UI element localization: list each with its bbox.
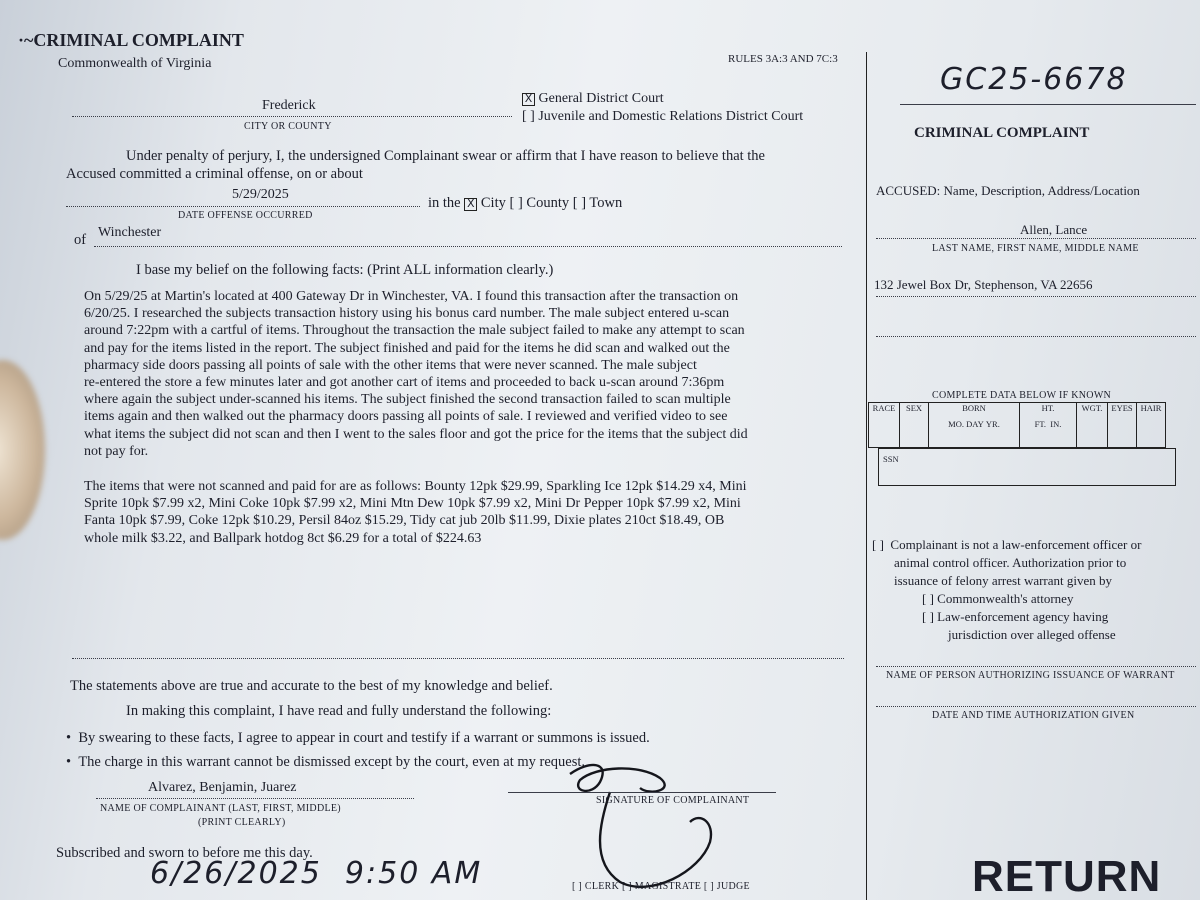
auth-date-label: DATE AND TIME AUTHORIZATION GIVEN [932, 710, 1135, 721]
form-title: ·~CRIMINAL COMPLAINT [18, 30, 244, 50]
signature-label: SIGNATURE OF COMPLAINANT [596, 795, 750, 806]
of-label: of [74, 232, 87, 248]
case-number-line [900, 104, 1196, 105]
rules-label: RULES 3A:3 AND 7C:3 [728, 53, 838, 65]
facts-narrative: On 5/29/25 at Martin's located at 400 Gateway Dr in Winchester, VA. I found this transaction after the transaction on 6/20/25. I researched the subjects transaction history using his bonus card number. The male subject entered u-scan around 7:22pm with a cartful of items. Throughout the transaction the male subject failed to make any attempt to scan and pay for the items listed in the report. The subject finished and paid for the items he did scan and walked out the pharmacy side doors passing all points of sale with the other items that were never scanned. The male subject re-entered the store a few minutes later and got another cart of items and proceeded to back u-scan around 7:36pm where again the subject under-scanned his items. The subject finished the second transaction failed to scan multiple items again and then walked out the pharmacy doors passing all points of sale. I reviewed and verified video to see what items the subject did not scan and then I went to the sales floor and got the price for the items that the subject did not pay for. [84, 289, 748, 459]
sex-cell: SEX [900, 403, 929, 448]
form-subtitle: Commonwealth of Virginia [58, 56, 212, 71]
subscribed-statement: Subscribed and sworn to before me this day. [56, 845, 313, 861]
address-line-2 [876, 336, 1196, 337]
weight-cell: WGT. [1077, 403, 1108, 448]
officer-options: [ ] CLERK [ ] MAGISTRATE [ ] JUDGE [572, 881, 750, 892]
true-statement: The statements above are true and accurate to the best of my knowledge and belief. [70, 678, 553, 694]
sworn-date-handwritten: 6/26/2025 9:50 AM [150, 856, 483, 891]
checkbox-city[interactable]: X [464, 198, 477, 211]
bullet-1: • By swearing to these facts, I agree to appear in court and testify if a warrant or summons is issued. [66, 730, 650, 746]
right-column-border [866, 52, 867, 900]
date-offense-line [66, 206, 420, 207]
auth-date-line [876, 706, 1196, 707]
date-offense-value: 5/29/2025 [232, 187, 289, 202]
authorization-text: [ ] Complainant is not a law-enforcement officer or animal control officer. Authorization prior to issuance of felony arrest warrant given by [ ] Commonwealth's attorney [ ] Law-enforcement agency having jurisdiction over alleged offense [872, 537, 1142, 642]
signature-line [508, 792, 776, 793]
return-heading: RETURN [972, 852, 1162, 900]
print-clearly-label: (PRINT CLEARLY) [198, 817, 286, 828]
complainant-name-label: NAME OF COMPLAINANT (LAST, FIRST, MIDDLE) [100, 803, 341, 814]
city-county-line [72, 116, 512, 117]
accused-address: 132 Jewel Box Dr, Stephenson, VA 22656 [874, 277, 1093, 292]
date-offense-label: DATE OFFENSE OCCURRED [178, 210, 313, 221]
born-cell: BORN MO. DAY YR. [929, 403, 1020, 448]
authorizer-label: NAME OF PERSON AUTHORIZING ISSUANCE OF WARRANT [886, 670, 1175, 681]
complainant-name-line [96, 798, 414, 799]
facts-items: The items that were not scanned and paid for are as follows: Bounty 12pk $29.99, Sparkling Ice 12pk $14.29 x4, Mini Sprite 10pk $7.99 x2, Mini Coke 10pk $7.99 x2, Mini Mtn Dew 10pk $7.99 x2, Mini Dr Pepper 10pk $7.99 x2, Mini Fanta 10pk $7.99, Coke 12pk $10.29, Persil 84oz $15.29, Tidy cat jub 20lb $11.99, Dixie plates 210ct $18.49, OB whole milk $3.22, and Ballpark hotdog 8ct $6.29 for a total of $224.63 [84, 479, 747, 546]
accused-data-table [868, 402, 1166, 448]
accused-name-label: LAST NAME, FIRST NAME, MIDDLE NAME [932, 243, 1139, 254]
facts-end-line [72, 658, 844, 659]
perjury-line-2: Accused committed a criminal offense, on or about [66, 166, 363, 182]
understand-statement: In making this complaint, I have read and fully understand the following: [126, 703, 552, 719]
signature-scribble [500, 752, 740, 900]
case-number-handwritten: GC25-6678 [940, 62, 1128, 97]
ssn-box: SSN [878, 448, 1176, 486]
city-county-label: CITY OR COUNTY [244, 121, 332, 132]
accused-label: ACCUSED: Name, Description, Address/Location [876, 183, 1140, 198]
locality-value: Winchester [98, 225, 162, 240]
complainant-name: Alvarez, Benjamin, Juarez [148, 780, 297, 795]
locality-options: in the X City [ ] County [ ] Town [428, 195, 623, 211]
locality-line [94, 246, 842, 247]
hair-cell: HAIR [1137, 403, 1166, 448]
court-option-juvenile: [ ] Juvenile and Domestic Relations District Court [522, 109, 804, 124]
address-line-1 [876, 296, 1196, 297]
accused-name-line [876, 238, 1196, 239]
perjury-line-1: Under penalty of perjury, I, the undersigned Complainant swear or affirm that I have reason to believe that the [126, 148, 765, 164]
bullet-2: • The charge in this warrant cannot be dismissed except by the court, even at my request. [66, 754, 585, 770]
right-title: CRIMINAL COMPLAINT [914, 125, 1090, 141]
city-county-value: Frederick [262, 98, 316, 113]
eyes-cell: EYES [1108, 403, 1137, 448]
complete-data-label: COMPLETE DATA BELOW IF KNOWN [932, 390, 1112, 401]
authorizer-line [876, 666, 1196, 667]
facts-heading: I base my belief on the following facts: (Print ALL information clearly.) [136, 262, 554, 278]
thumb [0, 360, 45, 540]
height-cell: HT. FT. IN. [1020, 403, 1077, 448]
race-cell: RACE [869, 403, 900, 448]
checkbox-general-district[interactable]: X [522, 93, 535, 106]
accused-name: Allen, Lance [1020, 222, 1088, 237]
court-option-general: X General District Court [522, 91, 664, 107]
